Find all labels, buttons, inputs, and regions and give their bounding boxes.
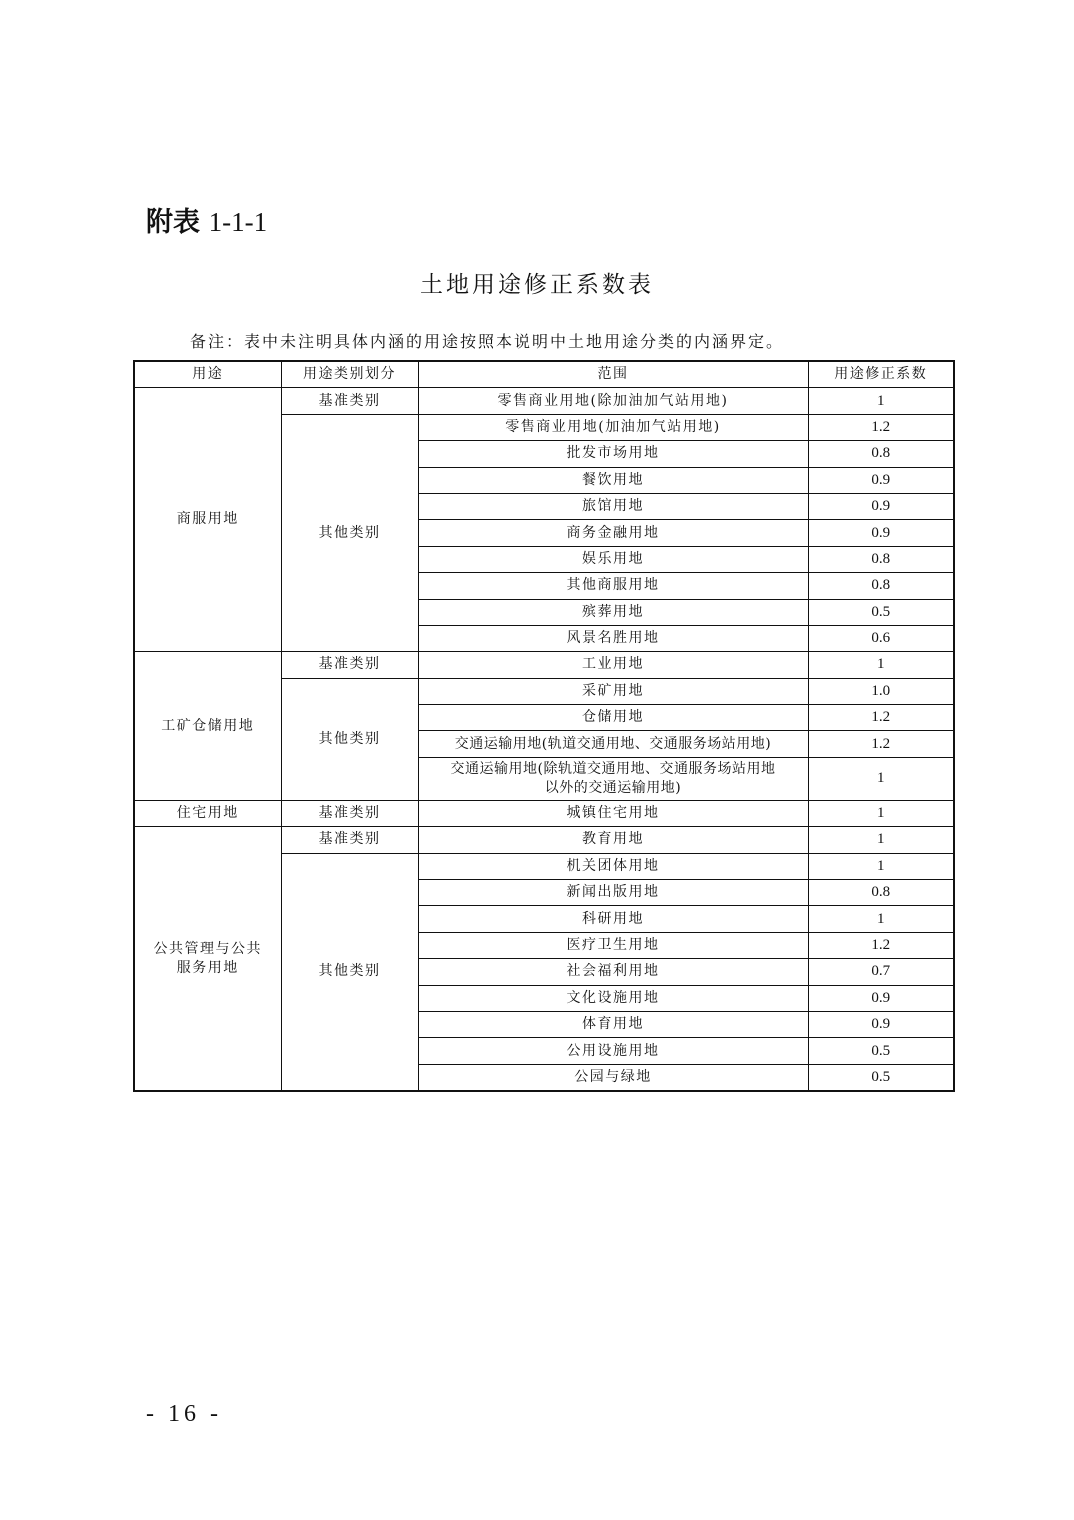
header-scope: 范围 [418, 361, 808, 388]
scope-cell: 其他商服用地 [418, 573, 808, 599]
remark-note: 备注：表中未注明具体内涵的用途按照本说明中土地用途分类的内涵界定。 [190, 332, 785, 351]
coef-cell: 1.0 [808, 678, 954, 704]
coef-cell: 0.9 [808, 1011, 954, 1037]
coef-cell: 0.9 [808, 520, 954, 546]
table-header-row [134, 361, 954, 388]
scope-cell: 旅馆用地 [418, 493, 808, 519]
coef-cell: 1 [808, 800, 954, 826]
scope-cell: 公用设施用地 [418, 1038, 808, 1064]
scope-cell: 机关团体用地 [418, 853, 808, 879]
coef-cell: 1 [808, 827, 954, 853]
table-row [134, 827, 954, 853]
scope-cell: 体育用地 [418, 1011, 808, 1037]
group-public-line: 公共管理与公共 [153, 940, 262, 957]
category-other: 其他类别 [281, 853, 418, 1091]
scope-cell: 零售商业用地(除加油加气站用地) [418, 388, 808, 414]
scope-cell: 教育用地 [418, 827, 808, 853]
coef-cell: 0.8 [808, 441, 954, 467]
scope-cell: 新闻出版用地 [418, 880, 808, 906]
coef-cell: 0.5 [808, 1064, 954, 1091]
coef-cell: 1 [808, 652, 954, 678]
scope-cell: 工业用地 [418, 652, 808, 678]
table-title: 土地用途修正系数表 [420, 272, 654, 298]
scope-cell [418, 757, 808, 800]
group-industrial: 工矿仓储用地 [134, 652, 281, 801]
coef-cell: 0.5 [808, 1038, 954, 1064]
scope-cell: 社会福利用地 [418, 959, 808, 985]
scope-cell: 商务金融用地 [418, 520, 808, 546]
coef-cell: 0.5 [808, 599, 954, 625]
header-coefficient: 用途修正系数 [808, 361, 954, 388]
coef-cell: 1 [808, 906, 954, 932]
page-number: - 16 - [146, 1401, 222, 1427]
coef-cell: 0.8 [808, 573, 954, 599]
scope-cell: 娱乐用地 [418, 546, 808, 572]
coef-cell: 1 [808, 757, 954, 800]
scope-line: 以外的交通运输用地) [544, 779, 682, 796]
scope-cell: 批发市场用地 [418, 441, 808, 467]
scope-cell: 交通运输用地(轨道交通用地、交通服务场站用地) [418, 731, 808, 757]
scope-cell: 餐饮用地 [418, 467, 808, 493]
category-other: 其他类别 [281, 678, 418, 800]
coef-cell: 1.2 [808, 932, 954, 958]
category-base: 基准类别 [281, 827, 418, 853]
group-public [134, 827, 281, 1091]
scope-line: 交通运输用地(除轨道交通用地、交通服务场站用地 [450, 760, 776, 777]
header-use: 用途 [134, 361, 281, 388]
scope-cell: 文化设施用地 [418, 985, 808, 1011]
scope-cell: 采矿用地 [418, 678, 808, 704]
table-row [134, 388, 954, 414]
coef-cell: 0.9 [808, 467, 954, 493]
coef-cell: 0.8 [808, 546, 954, 572]
coef-cell: 1.2 [808, 731, 954, 757]
scope-cell: 城镇住宅用地 [418, 800, 808, 826]
group-public-line: 服务用地 [176, 959, 239, 976]
coef-cell: 0.8 [808, 880, 954, 906]
scope-cell: 零售商业用地(加油加气站用地) [418, 414, 808, 440]
group-residential: 住宅用地 [134, 800, 281, 826]
category-base: 基准类别 [281, 388, 418, 414]
scope-cell: 医疗卫生用地 [418, 932, 808, 958]
appendix-label-text: 附表 [146, 207, 200, 238]
coef-cell: 1.2 [808, 705, 954, 731]
category-other: 其他类别 [281, 414, 418, 652]
coef-cell: 1.2 [808, 414, 954, 440]
scope-cell: 科研用地 [418, 906, 808, 932]
coef-cell: 0.6 [808, 625, 954, 651]
appendix-label [146, 202, 267, 243]
group-commercial: 商服用地 [134, 388, 281, 652]
coef-cell: 0.9 [808, 493, 954, 519]
coef-cell: 0.9 [808, 985, 954, 1011]
scope-cell: 殡葬用地 [418, 599, 808, 625]
coef-cell: 1 [808, 388, 954, 414]
category-base: 基准类别 [281, 652, 418, 678]
appendix-label-number: 1-1-1 [208, 207, 268, 237]
header-category: 用途类别划分 [281, 361, 418, 388]
category-base: 基准类别 [281, 800, 418, 826]
scope-cell: 仓储用地 [418, 705, 808, 731]
coef-cell: 0.7 [808, 959, 954, 985]
table-row [134, 800, 954, 826]
table-row [134, 652, 954, 678]
coefficient-table [133, 360, 955, 1092]
coef-cell: 1 [808, 853, 954, 879]
scope-cell: 风景名胜用地 [418, 625, 808, 651]
scope-cell: 公园与绿地 [418, 1064, 808, 1091]
